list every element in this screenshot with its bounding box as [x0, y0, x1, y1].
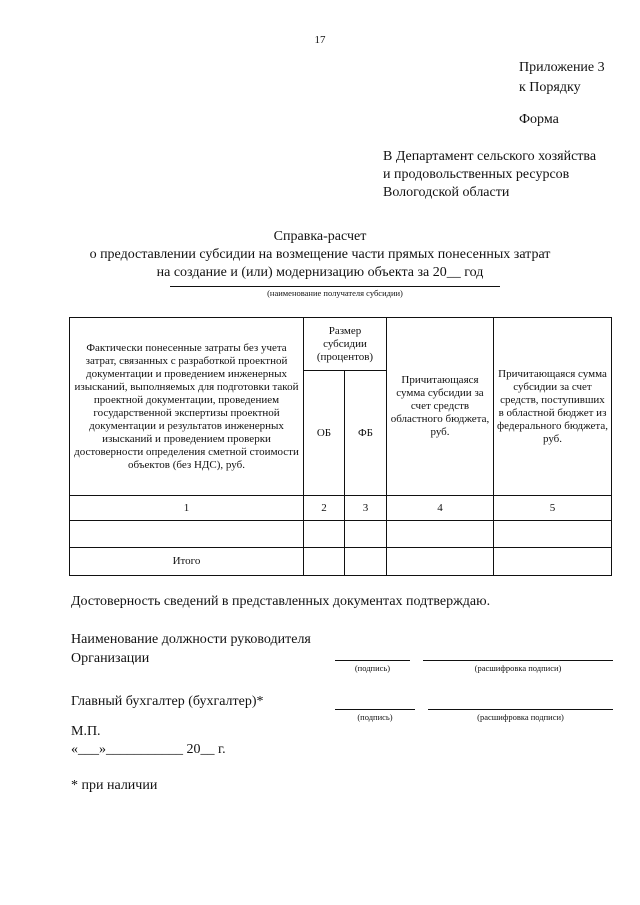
chief-accountant-label: Главный бухгалтер (бухгалтер)* — [71, 694, 264, 709]
total-row — [70, 548, 612, 576]
form-label: Форма — [519, 112, 559, 127]
column-number: 3 — [345, 496, 387, 521]
addressee-line: Вологодской области — [383, 185, 510, 200]
appendix-line: Приложение 3 — [519, 60, 605, 75]
calculation-table — [69, 317, 612, 576]
column-number: 5 — [494, 496, 612, 521]
column-number: 1 — [70, 496, 304, 521]
title-line: о предоставлении субсидии на возмещение части прямых понесенных затрат — [89, 247, 551, 262]
header-cell-fb: ФБ — [345, 371, 387, 496]
table-cell[interactable] — [345, 521, 387, 548]
signature-caption: (подпись) — [354, 663, 391, 673]
title-line: на создание и (или) модернизацию объекта за 20__ год — [156, 265, 484, 280]
column-number: 2 — [304, 496, 345, 521]
addressee-line: В Департамент сельского хозяйства — [383, 149, 597, 164]
addressee-block — [383, 148, 596, 202]
table-cell[interactable] — [387, 548, 494, 576]
decoding-caption: (расшифровка подписи) — [474, 663, 562, 673]
head-position-line: Наименование должности руководителя — [71, 632, 311, 647]
table-cell[interactable] — [494, 521, 612, 548]
addressee-line: и продовольственных ресурсов — [383, 167, 570, 182]
column-number: 4 — [387, 496, 494, 521]
accountant-signature-line[interactable] — [335, 709, 415, 710]
head-decoding-line[interactable] — [423, 660, 613, 661]
stamp-placeholder: М.П. — [71, 724, 101, 739]
title-line: Справка-расчет — [273, 229, 367, 244]
accountant-decoding-line[interactable] — [428, 709, 613, 710]
column-numbers-row — [70, 496, 612, 521]
decoding-caption: (расшифровка подписи) — [477, 712, 564, 722]
head-position-line: Организации — [71, 651, 150, 666]
header-cell-federal-subsidy: Причитающаяся сумма субсидии за счет средств, поступивших в областной бюджет из федерального бюджета, руб. — [494, 318, 612, 496]
head-position-label — [71, 630, 311, 668]
page-number: 17 — [314, 34, 326, 46]
header-cell-costs: Фактически понесенные затраты без учета затрат, связанных с разработкой проектной документации и проведением инженерных изысканий, выполняемых для подготовки такой проектной документации, проведением государственной экспертизы проектной документации и результатов инженерных изысканий и проведением проверки достоверности определения сметной стоимости объектов (без НДС), руб. — [70, 318, 304, 496]
table-cell[interactable] — [494, 548, 612, 576]
header-cell-subsidy-rate: Размер субсидии (процентов) — [304, 318, 387, 371]
total-label: Итого — [70, 548, 304, 576]
header-cell-regional-subsidy: Причитающаяся сумма субсидии за счет средств областного бюджета, руб. — [387, 318, 494, 496]
confirmation-text: Достоверность сведений в представленных документах подтверждаю. — [71, 594, 491, 609]
table-cell[interactable] — [70, 521, 304, 548]
table-cell[interactable] — [387, 521, 494, 548]
recipient-line — [170, 286, 500, 287]
document-title — [0, 228, 640, 282]
signature-caption: (подпись) — [357, 712, 393, 722]
head-signature-line[interactable] — [335, 660, 410, 661]
recipient-caption: (наименование получателя субсидии) — [267, 288, 403, 298]
table-cell[interactable] — [345, 548, 387, 576]
footnote: * при наличии — [71, 778, 158, 793]
table-cell[interactable] — [304, 521, 345, 548]
table-cell[interactable] — [304, 548, 345, 576]
appendix-reference — [519, 58, 605, 98]
procedure-reference: к Порядку — [519, 80, 581, 95]
date-line: «___»___________ 20__ г. — [71, 742, 226, 757]
header-cell-ob: ОБ — [304, 371, 345, 496]
table-row — [70, 521, 612, 548]
